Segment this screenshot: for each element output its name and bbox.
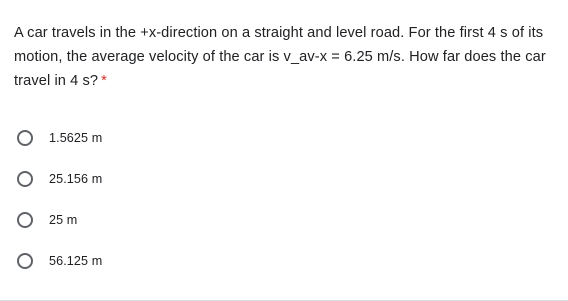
option-4[interactable] [14, 240, 534, 281]
radio-button-3[interactable] [17, 212, 33, 228]
question-text-block [14, 21, 559, 93]
option-1[interactable] [14, 117, 534, 158]
option-label-2: 25.156 m [49, 171, 103, 186]
option-label-3: 25 m [49, 212, 78, 227]
required-asterisk: * [101, 73, 107, 89]
radio-button-2[interactable] [17, 171, 33, 187]
radio-button-1[interactable] [17, 130, 33, 146]
radio-button-4[interactable] [17, 253, 33, 269]
answer-options [14, 117, 534, 281]
option-3[interactable] [14, 199, 534, 240]
option-2[interactable] [14, 158, 534, 199]
option-label-4: 56.125 m [49, 253, 103, 268]
question-text: A car travels in the +x-direction on a straight and level road. For the first 4 s of its motion, the average velocity of the car is v_av-x = 6.25 m/s. How far does the car travel in 4 s? [14, 25, 546, 89]
option-label-1: 1.5625 m [49, 130, 103, 145]
